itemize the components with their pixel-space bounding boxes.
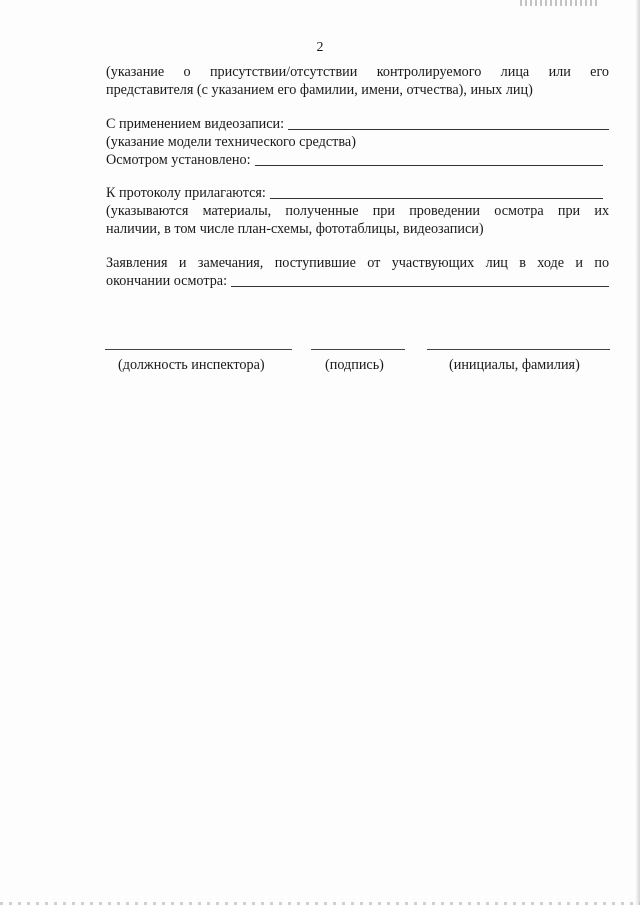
name-signature-line xyxy=(427,348,610,350)
presence-word: или xyxy=(548,64,571,80)
position-label: (должность инспектора) xyxy=(118,357,265,373)
attachments-word: (указываются xyxy=(106,203,189,219)
statements-word: Заявления xyxy=(106,255,168,271)
statements-word: участвующих xyxy=(391,255,475,271)
statements-line-1 xyxy=(106,254,609,272)
statements-line-2 xyxy=(106,272,609,290)
presence-line-2: представителя (с указанием его фамилии, имени, отчества), иных лиц) xyxy=(106,82,533,98)
statements-word: в xyxy=(519,255,526,271)
statements-word: от xyxy=(367,255,381,271)
attachments-word: при xyxy=(372,203,395,219)
statements-word: ходе xyxy=(537,255,565,271)
statements-word: лиц xyxy=(485,255,508,271)
inspection-line xyxy=(106,151,603,169)
attachments-block xyxy=(106,184,609,238)
video-block xyxy=(106,115,609,169)
statements-word: поступившие xyxy=(274,255,356,271)
presence-word: о xyxy=(183,64,191,80)
attachments-word: проведении xyxy=(409,203,481,219)
statements-block xyxy=(106,254,609,290)
statements-blank-line xyxy=(231,285,609,287)
presence-line-1 xyxy=(106,63,609,81)
video-hint: (указание модели технического средства) xyxy=(106,134,356,150)
statements-word: по xyxy=(594,255,610,271)
signature-label: (подпись) xyxy=(325,357,384,373)
attachments-word: полученные xyxy=(285,203,359,219)
attachments-hint-line-2: наличии, в том числе план-схемы, фототаблицы, видеозаписи) xyxy=(106,221,484,237)
attachments-word: материалы, xyxy=(202,203,272,219)
attachments-label: К протоколу прилагаются: xyxy=(106,185,266,201)
video-blank-line xyxy=(288,128,609,130)
attachments-word: осмотра xyxy=(494,203,544,219)
presence-word: лица xyxy=(500,64,530,80)
signature-line xyxy=(311,348,405,350)
attachments-blank-line xyxy=(270,197,603,199)
presence-word: его xyxy=(590,64,610,80)
presence-word: контролируемого xyxy=(376,64,482,80)
attachments-word: при xyxy=(557,203,581,219)
video-label: С применением видеозаписи: xyxy=(106,116,285,132)
attachments-line xyxy=(106,184,603,202)
page-number: 2 xyxy=(316,40,324,55)
statements-word: и xyxy=(178,255,187,271)
attachments-hint-line-1 xyxy=(106,202,609,220)
presence-block xyxy=(106,63,609,99)
presence-word: (указание xyxy=(106,64,165,80)
position-signature-line xyxy=(105,348,292,350)
statements-word: замечания, xyxy=(197,255,264,271)
statements-word: и xyxy=(575,255,584,271)
scan-edge-top xyxy=(520,0,600,6)
presence-word: присутствии/отсутствии xyxy=(209,64,358,80)
statements-label: окончании осмотра: xyxy=(106,273,228,289)
attachments-word: их xyxy=(594,203,610,219)
scan-edge-right xyxy=(635,0,640,905)
inspection-label: Осмотром установлено: xyxy=(106,152,251,168)
video-line xyxy=(106,115,609,133)
inspection-blank-line xyxy=(255,164,603,166)
name-label: (инициалы, фамилия) xyxy=(449,357,580,373)
